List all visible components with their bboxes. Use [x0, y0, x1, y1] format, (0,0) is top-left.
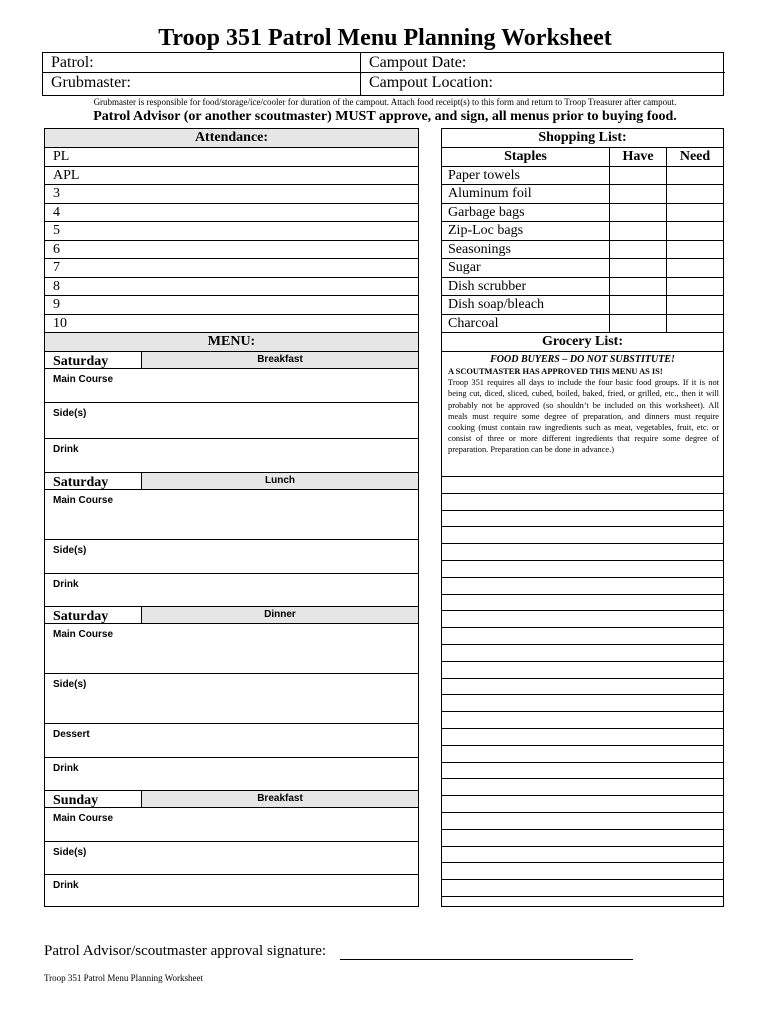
- meal-name: Breakfast: [141, 352, 418, 368]
- meal-saturday-lunch: [45, 473, 418, 607]
- have-cell[interactable]: [610, 296, 667, 314]
- have-cell[interactable]: [610, 222, 667, 240]
- staple-row: [442, 167, 723, 186]
- need-column-header: Need: [679, 149, 711, 164]
- staple-item: Dish scrubber: [442, 278, 610, 296]
- grocery-line[interactable]: [442, 561, 723, 578]
- need-cell[interactable]: [667, 185, 723, 203]
- attendance-row[interactable]: 4: [45, 204, 418, 223]
- meal-day: Saturday: [53, 609, 109, 624]
- grocery-line[interactable]: [442, 847, 723, 864]
- grocery-instructions: [442, 366, 723, 477]
- meal-sunday-breakfast: [45, 791, 418, 905]
- sides-field[interactable]: Side(s): [45, 842, 418, 875]
- need-cell[interactable]: [667, 167, 723, 185]
- drink-field[interactable]: Drink: [53, 880, 79, 891]
- sides-field[interactable]: Side(s): [45, 540, 418, 574]
- attendance-row[interactable]: APL: [45, 167, 418, 186]
- attendance-and-menu-panel: [44, 128, 419, 907]
- need-cell[interactable]: [667, 222, 723, 240]
- staple-row: [442, 278, 723, 297]
- grocery-line[interactable]: [442, 578, 723, 595]
- grubmaster-field[interactable]: Grubmaster:: [43, 73, 361, 95]
- meal-name: Breakfast: [141, 791, 418, 807]
- grocery-line[interactable]: [442, 595, 723, 612]
- staple-row: [442, 241, 723, 260]
- staple-row: [442, 296, 723, 315]
- meal-name: Lunch: [141, 473, 418, 489]
- attendance-list: [45, 148, 418, 333]
- staples-header-row: [442, 148, 723, 167]
- staple-row: [442, 315, 723, 334]
- attendance-row[interactable]: 6: [45, 241, 418, 260]
- need-cell[interactable]: [667, 278, 723, 296]
- staple-item: Seasonings: [442, 241, 610, 259]
- grocery-line[interactable]: [442, 729, 723, 746]
- signature-label: Patrol Advisor/scoutmaster approval signature:: [44, 943, 327, 959]
- page-title: Troop 351 Patrol Menu Planning Worksheet: [158, 25, 612, 51]
- shopping-grocery-panel: [441, 128, 724, 907]
- grocery-line[interactable]: [442, 494, 723, 511]
- main-course-field[interactable]: Main Course: [45, 808, 418, 842]
- grocery-line[interactable]: [442, 695, 723, 712]
- attendance-row[interactable]: 3: [45, 185, 418, 204]
- need-cell[interactable]: [667, 296, 723, 314]
- have-cell[interactable]: [610, 241, 667, 259]
- grocery-line[interactable]: [442, 796, 723, 813]
- grocery-line[interactable]: [442, 662, 723, 679]
- shopping-list-header: Shopping List:: [442, 129, 723, 148]
- attendance-row[interactable]: 10: [45, 315, 418, 334]
- staples-column-header: Staples: [442, 148, 610, 166]
- campout-location-field[interactable]: Campout Location:: [369, 74, 493, 91]
- attendance-header: Attendance:: [45, 129, 418, 148]
- meal-saturday-breakfast: [45, 352, 418, 473]
- staple-item: Aluminum foil: [442, 185, 610, 203]
- grocery-line[interactable]: [442, 779, 723, 796]
- grocery-line[interactable]: [442, 880, 723, 897]
- meal-name: Dinner: [141, 607, 418, 623]
- attendance-row[interactable]: 9: [45, 296, 418, 315]
- advisor-notice: Patrol Advisor (or another scoutmaster) MUST approve, and sign, all menus prior to buying food.: [93, 109, 677, 124]
- sides-field[interactable]: Side(s): [45, 403, 418, 439]
- meal-day: Sunday: [53, 793, 99, 808]
- grubmaster-note: Grubmaster is responsible for food/storage/ice/cooler for duration of the campout. Attach food receipt(s) to this form and return to Troop Treasurer after campout.: [93, 97, 677, 107]
- attendance-row[interactable]: PL: [45, 148, 418, 167]
- meal-saturday-dinner: [45, 607, 418, 791]
- grocery-list-header: Grocery List:: [442, 333, 723, 352]
- grocery-line[interactable]: [442, 863, 723, 880]
- need-cell[interactable]: [667, 315, 723, 333]
- have-cell[interactable]: [610, 167, 667, 185]
- dessert-field[interactable]: Dessert: [45, 724, 418, 758]
- food-buyers-warning: FOOD BUYERS – DO NOT SUBSTITUTE!: [490, 354, 675, 365]
- need-cell[interactable]: [667, 259, 723, 277]
- have-cell[interactable]: [610, 278, 667, 296]
- grocery-line[interactable]: [442, 763, 723, 780]
- main-course-field[interactable]: Main Course: [45, 490, 418, 540]
- staple-item: Dish soap/bleach: [442, 296, 610, 314]
- main-course-field[interactable]: Main Course: [45, 624, 418, 674]
- have-column-header: Have: [610, 148, 667, 166]
- grocery-line[interactable]: [442, 511, 723, 528]
- staple-row: [442, 259, 723, 278]
- grocery-line[interactable]: [442, 746, 723, 763]
- grocery-lines: [442, 477, 723, 897]
- have-cell[interactable]: [610, 204, 667, 222]
- attendance-row[interactable]: 5: [45, 222, 418, 241]
- staple-item: Sugar: [442, 259, 610, 277]
- campout-info-table: [42, 52, 724, 96]
- attendance-row[interactable]: 7: [45, 259, 418, 278]
- menu-header: MENU:: [45, 333, 418, 352]
- drink-field[interactable]: Drink: [45, 574, 418, 607]
- grocery-line[interactable]: [442, 830, 723, 847]
- grocery-line[interactable]: [442, 527, 723, 544]
- meal-day: Saturday: [53, 475, 109, 490]
- staple-row: [442, 222, 723, 241]
- grocery-line[interactable]: [442, 645, 723, 662]
- grocery-rules-text: Troop 351 requires all days to include the four basic food groups. If it is not being cut, diced, sliced, cubed, boiled, baked, fried, or grilled, etc., then it will probably not be approved (so shouldn’t be included on this worksheet). All meals must require some degree of preparation, and dinners must require cooking (must contain raw ingredients such as meat, vegetables, fruit, etc. or consist of three or more different ingredients that require some degree of preparation. Preparation can be done in advance.): [448, 378, 719, 455]
- main-course-field[interactable]: Main Course: [45, 369, 418, 403]
- staple-row: [442, 204, 723, 223]
- need-cell[interactable]: [667, 204, 723, 222]
- have-cell[interactable]: [610, 185, 667, 203]
- grocery-line[interactable]: [442, 712, 723, 729]
- campout-date-field[interactable]: Campout Date:: [361, 53, 725, 73]
- grocery-line[interactable]: [442, 544, 723, 561]
- staple-row: [442, 185, 723, 204]
- attendance-row[interactable]: 8: [45, 278, 418, 297]
- signature-line[interactable]: [340, 959, 633, 960]
- have-cell[interactable]: [610, 259, 667, 277]
- meal-day: Saturday: [53, 354, 109, 369]
- grocery-line[interactable]: [442, 813, 723, 830]
- grocery-line[interactable]: [442, 679, 723, 696]
- footer-text: Troop 351 Patrol Menu Planning Worksheet: [44, 973, 204, 983]
- drink-field[interactable]: Drink: [45, 758, 418, 791]
- grocery-line[interactable]: [442, 611, 723, 628]
- staple-item: Garbage bags: [442, 204, 610, 222]
- staple-item: Paper towels: [442, 167, 610, 185]
- need-cell[interactable]: [667, 241, 723, 259]
- staple-item: Zip-Loc bags: [442, 222, 610, 240]
- grocery-line[interactable]: [442, 477, 723, 494]
- approved-notice: A SCOUTMASTER HAS APPROVED THIS MENU AS IS!: [448, 367, 663, 376]
- grocery-line[interactable]: [442, 628, 723, 645]
- have-cell[interactable]: [610, 315, 667, 333]
- staple-item: Charcoal: [442, 315, 610, 333]
- sides-field[interactable]: Side(s): [45, 674, 418, 724]
- drink-field[interactable]: Drink: [45, 439, 418, 473]
- patrol-field[interactable]: Patrol:: [43, 53, 361, 73]
